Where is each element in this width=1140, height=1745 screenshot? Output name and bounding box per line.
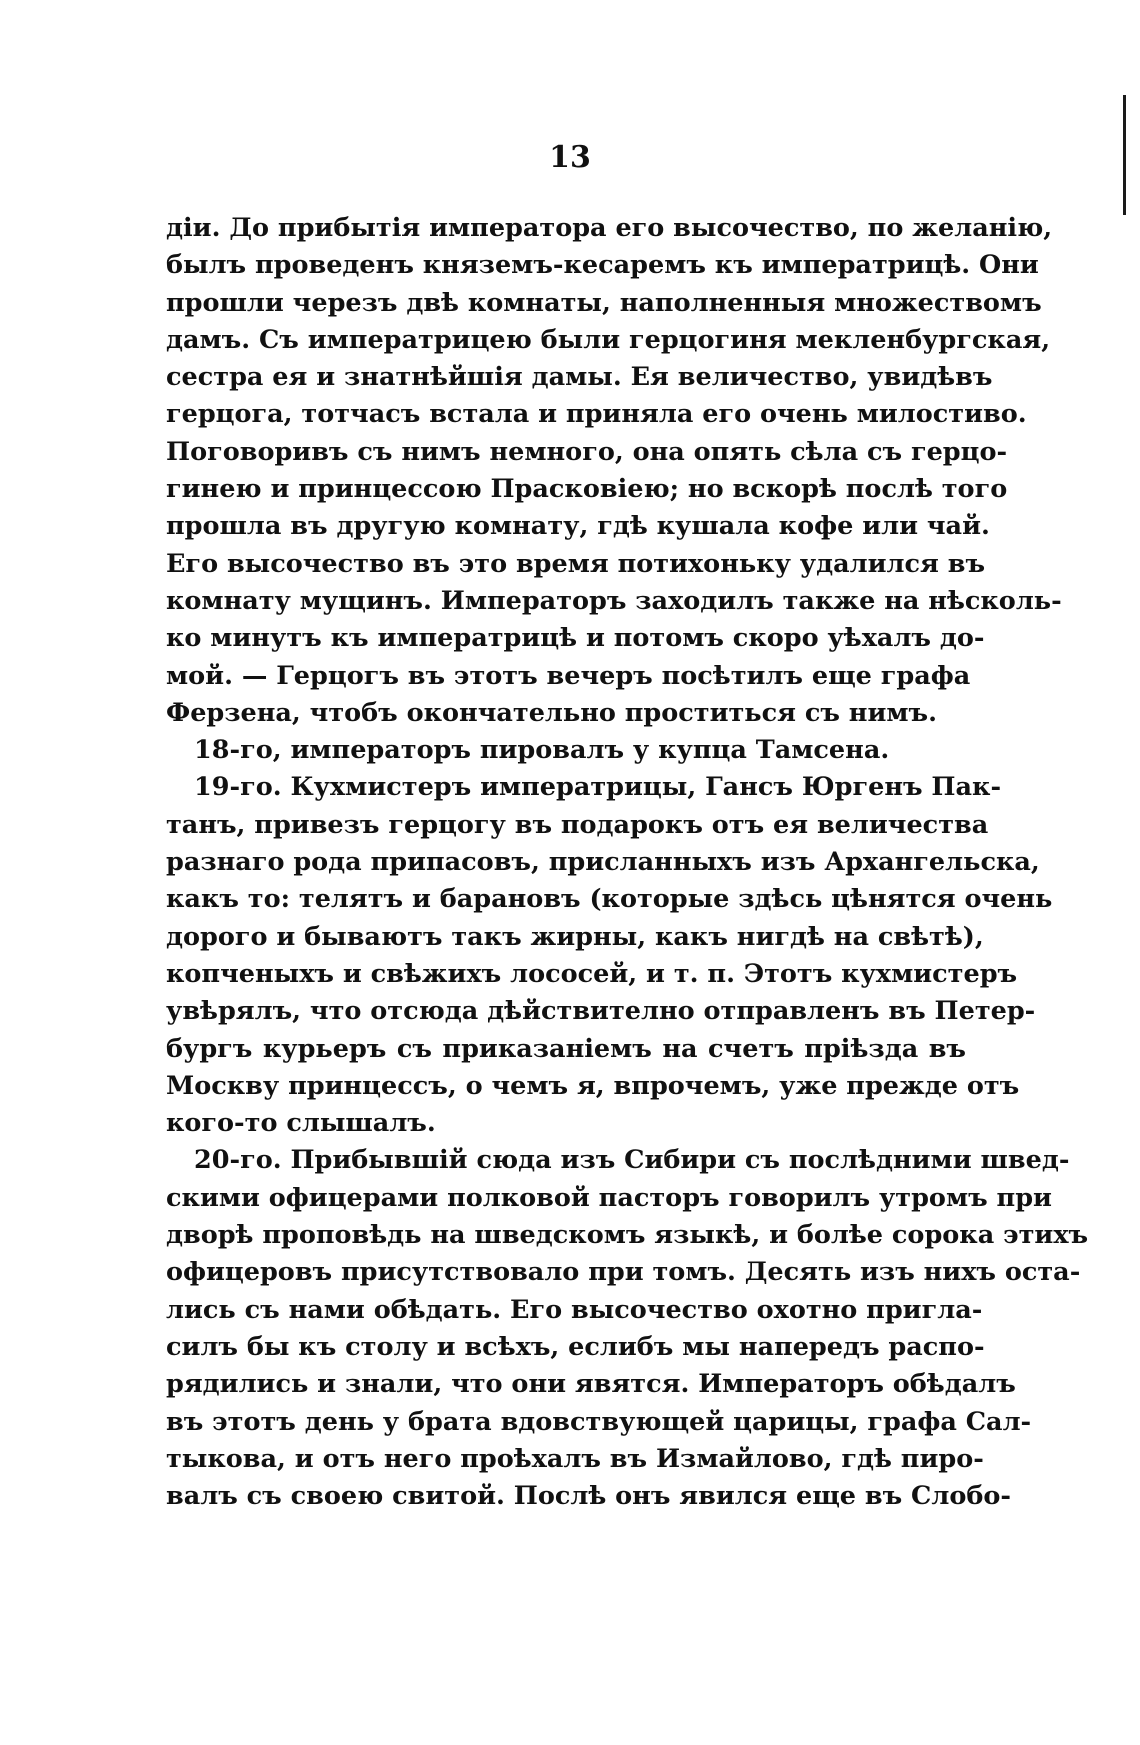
body-text <box>166 210 1089 1515</box>
text-line: дамъ. Съ императрицею были герцогиня мекленбургская, <box>166 324 1051 355</box>
text-line: копченыхъ и свѣжихъ лососей, и т. п. Этотъ кухмистеръ <box>166 958 1018 989</box>
text-line: Москву принцессъ, о чемъ я, впрочемъ, уже прежде отъ <box>166 1070 1020 1101</box>
paragraph <box>166 732 966 769</box>
paragraph <box>166 769 1053 1142</box>
text-line: лись съ нами обѣдать. Его высочество охотно пригла- <box>166 1294 983 1325</box>
paragraph <box>166 1142 1089 1515</box>
text-line: ко минутъ къ императрицѣ и потомъ скоро уѣхалъ до- <box>166 623 985 654</box>
text-line: разнаго рода припасовъ, присланныхъ изъ Архангельска, <box>166 847 1040 878</box>
text-line: 19-го. Кухмистеръ императрицы, Гансъ Юргенъ Пак- <box>194 772 1002 803</box>
text-line: 18-го, императоръ пировалъ у купца Тамсена. <box>194 735 890 766</box>
paragraph <box>166 210 1062 732</box>
text-line: тыкова, и отъ него проѣхалъ въ Измайлово, гдѣ пиро- <box>166 1443 984 1474</box>
text-line: Поговоривъ съ нимъ немного, она опять сѣла съ герцо- <box>166 436 1008 467</box>
text-line: бургъ курьеръ съ приказаніемъ на счетъ пріѣзда въ <box>166 1033 966 1064</box>
text-line: танъ, привезъ герцогу въ подарокъ отъ ея величества <box>166 809 989 840</box>
text-line: дворѣ проповѣдь на шведскомъ языкѣ, и болѣе сорока этихъ <box>166 1220 1089 1251</box>
text-line: былъ проведенъ княземъ-кесаремъ къ императрицѣ. Они <box>166 250 1039 281</box>
text-line: скими офицерами полковой пасторъ говорилъ утромъ при <box>166 1182 1052 1213</box>
text-line: кого-то слышалъ. <box>166 1108 436 1139</box>
text-line: валъ съ своею свитой. Послѣ онъ явился еще въ Слобо- <box>166 1481 1011 1512</box>
text-line: сестра ея и знатнѣйшія дамы. Ея величество, увидѣвъ <box>166 362 993 393</box>
text-line: прошли черезъ двѣ комнаты, наполненныя множествомъ <box>166 287 1042 318</box>
text-line: Его высочество въ это время потихоньку удалился въ <box>166 548 986 579</box>
text-line: въ этотъ день у брата вдовствующей царицы, графа Сал- <box>166 1406 1032 1437</box>
text-line: гинею и принцессою Прасковіею; но вскорѣ послѣ того <box>166 474 1008 505</box>
text-line: дорого и бываютъ такъ жирны, какъ нигдѣ на свѣтѣ), <box>166 921 984 952</box>
text-line: Ферзена, чтобъ окончательно проститься съ нимъ. <box>166 697 937 728</box>
page-number: 13 <box>549 140 591 175</box>
text-line: прошла въ другую комнату, гдѣ кушала кофе или чай. <box>166 511 990 542</box>
text-line: герцога, тотчасъ встала и приняла его очень милостиво. <box>166 399 1027 430</box>
text-line: увѣрялъ, что отсюда дѣйствително отправленъ въ Петер- <box>166 996 1036 1027</box>
text-line: комнату мущинъ. Императоръ заходилъ также на нѣсколь- <box>166 585 1062 616</box>
text-line: діи. До прибытія императора его высочество, по желанію, <box>166 213 1053 243</box>
text-line: 20-го. Прибывшій сюда изъ Сибири съ послѣдними швед- <box>194 1145 1070 1176</box>
text-line: офицеровъ присутствовало при томъ. Десять изъ нихъ оста- <box>166 1257 1081 1288</box>
text-line: какъ то: телятъ и барановъ (которые здѣсь цѣнятся очень <box>166 884 1053 915</box>
text-line: рядились и знали, что они явятся. Императоръ обѣдалъ <box>166 1369 1016 1400</box>
text-line: силъ бы къ столу и всѣхъ, еслибъ мы напередъ распо- <box>166 1331 985 1362</box>
text-line: мой. — Герцогъ въ этотъ вечеръ посѣтилъ еще графа <box>166 660 971 691</box>
